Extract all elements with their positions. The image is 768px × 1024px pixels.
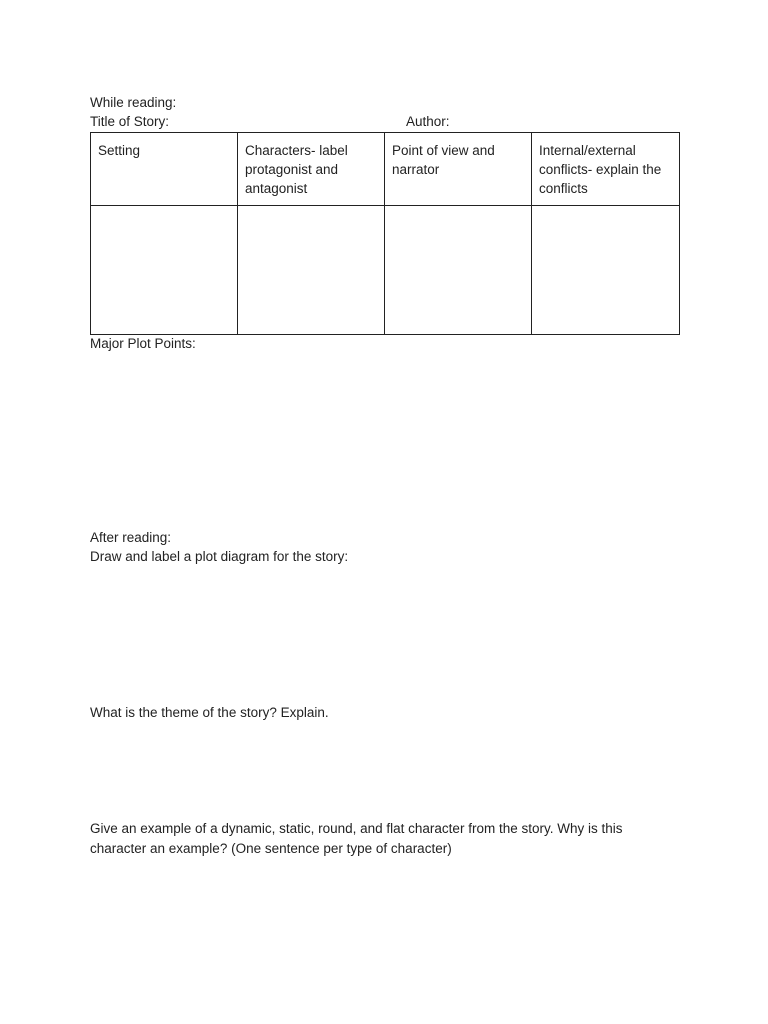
answer-cell-setting[interactable]	[91, 206, 238, 335]
story-elements-table	[90, 132, 680, 335]
major-plot-points-label: Major Plot Points:	[90, 336, 196, 351]
header-setting: Setting	[91, 133, 238, 206]
title-of-story-label: Title of Story:	[90, 114, 170, 129]
theme-prompt: What is the theme of the story? Explain.	[90, 705, 329, 720]
header-conflicts: Internal/external conflicts- explain the conflicts	[532, 133, 680, 206]
plot-diagram-prompt: Draw and label a plot diagram for the story:	[90, 549, 349, 564]
header-characters: Characters- label protagonist and antagonist	[238, 133, 385, 206]
while-reading-heading: While reading:	[90, 95, 177, 110]
header-point-of-view: Point of view and narrator	[385, 133, 532, 206]
answer-cell-point-of-view[interactable]	[385, 206, 532, 335]
answer-cell-characters[interactable]	[238, 206, 385, 335]
table-header-row	[91, 133, 680, 206]
table-answer-row	[91, 206, 680, 335]
character-types-prompt: Give an example of a dynamic, static, round, and flat character from the story. Why is this character an example? (One sentence per type of character)	[90, 821, 623, 856]
after-reading-heading: After reading:	[90, 530, 172, 545]
author-label: Author:	[406, 114, 450, 129]
answer-cell-conflicts[interactable]	[532, 206, 680, 335]
